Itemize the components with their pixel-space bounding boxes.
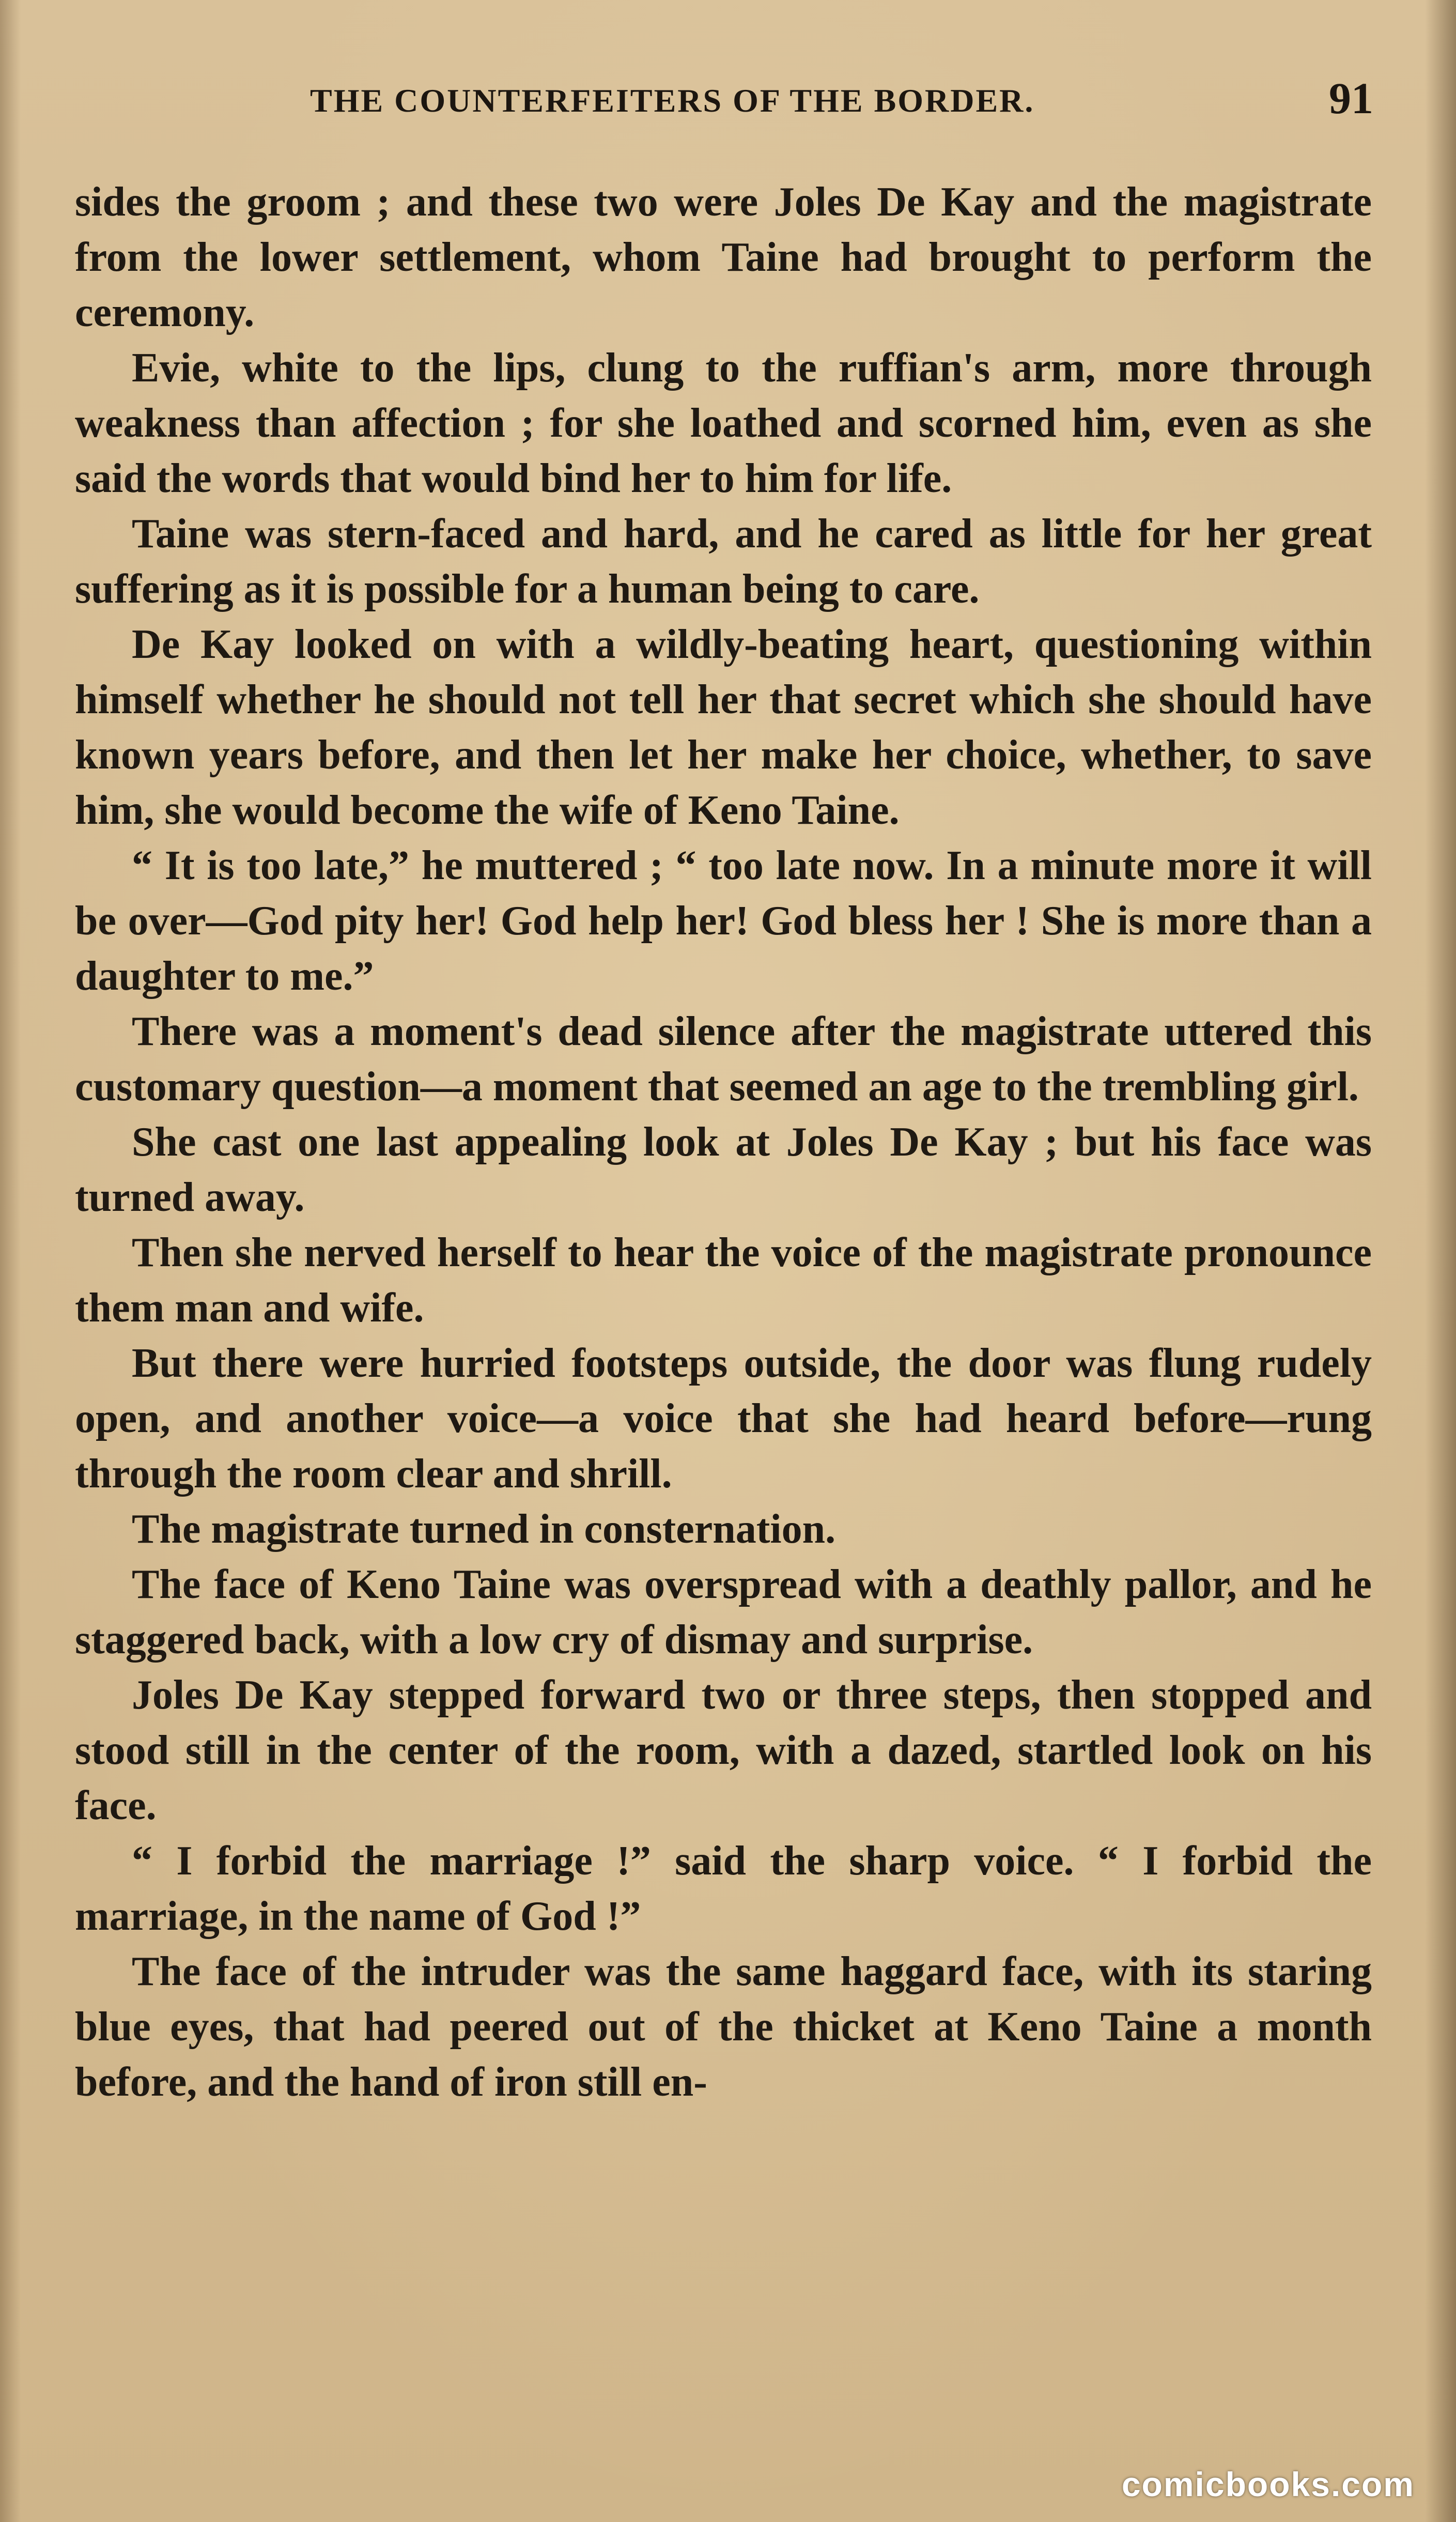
watermark: comicbooks.com (1121, 2465, 1415, 2503)
paragraph: Evie, white to the lips, clung to the ruffian's arm, more through weakness than affection ; for she loathed and scorned him, even as she said the words that would bind her to him for life. (75, 345, 1372, 501)
body-text (75, 175, 1372, 2110)
paragraph: De Kay looked on with a wildly-beating heart, questioning within himself whether he should not tell her that secret which she should have known years before, and then let her make her choice, whether, to save him, she would become the wife of Keno Taine. (75, 622, 1372, 833)
paragraph: But there were hurried footsteps outside, the door was flung rudely open, and another voice—a voice that she had heard before—rung through the room clear and shrill. (75, 1341, 1372, 1497)
page-number: 91 (1329, 73, 1373, 123)
paragraph: The face of the intruder was the same haggard face, with its staring blue eyes, that had peered out of the thicket at Keno Taine a month before, and the hand of iron still en- (75, 1949, 1372, 2105)
page-header (78, 72, 1373, 129)
paragraph: She cast one last appealing look at Joles De Kay ; but his face was turned away. (75, 1119, 1372, 1220)
paragraph: “ It is too late,” he muttered ; “ too late now. In a minute more it will be over—God pity her! God help her! God bless her ! She is more than a daughter to me.” (75, 843, 1372, 999)
paragraph: There was a moment's dead silence after the magistrate uttered this customary question—a moment that seemed an age to the trembling girl. (75, 1009, 1372, 1110)
paragraph: Then she nerved herself to hear the voice of the magistrate pronounce them man and wife. (75, 1230, 1372, 1331)
paragraph: Taine was stern-faced and hard, and he cared as little for her great suffering as it is possible for a human being to care. (75, 511, 1372, 612)
paragraph: “ I forbid the marriage !” said the sharp voice. “ I forbid the marriage, in the name of God !” (75, 1838, 1372, 1939)
paragraph: sides the groom ; and these two were Joles De Kay and the magistrate from the lower settlement, whom Taine had brought to perform the ceremony. (75, 179, 1372, 335)
paragraph: The magistrate turned in consternation. (132, 1506, 836, 1552)
paragraph: The face of Keno Taine was overspread with a deathly pallor, and he staggered back, with a low cry of dismay and surprise. (75, 1562, 1372, 1663)
paragraph: Joles De Kay stepped forward two or three steps, then stopped and stood still in the center of the room, with a dazed, startled look on his face. (75, 1672, 1372, 1828)
running-title: THE COUNTERFEITERS OF THE BORDER. (310, 82, 1035, 119)
